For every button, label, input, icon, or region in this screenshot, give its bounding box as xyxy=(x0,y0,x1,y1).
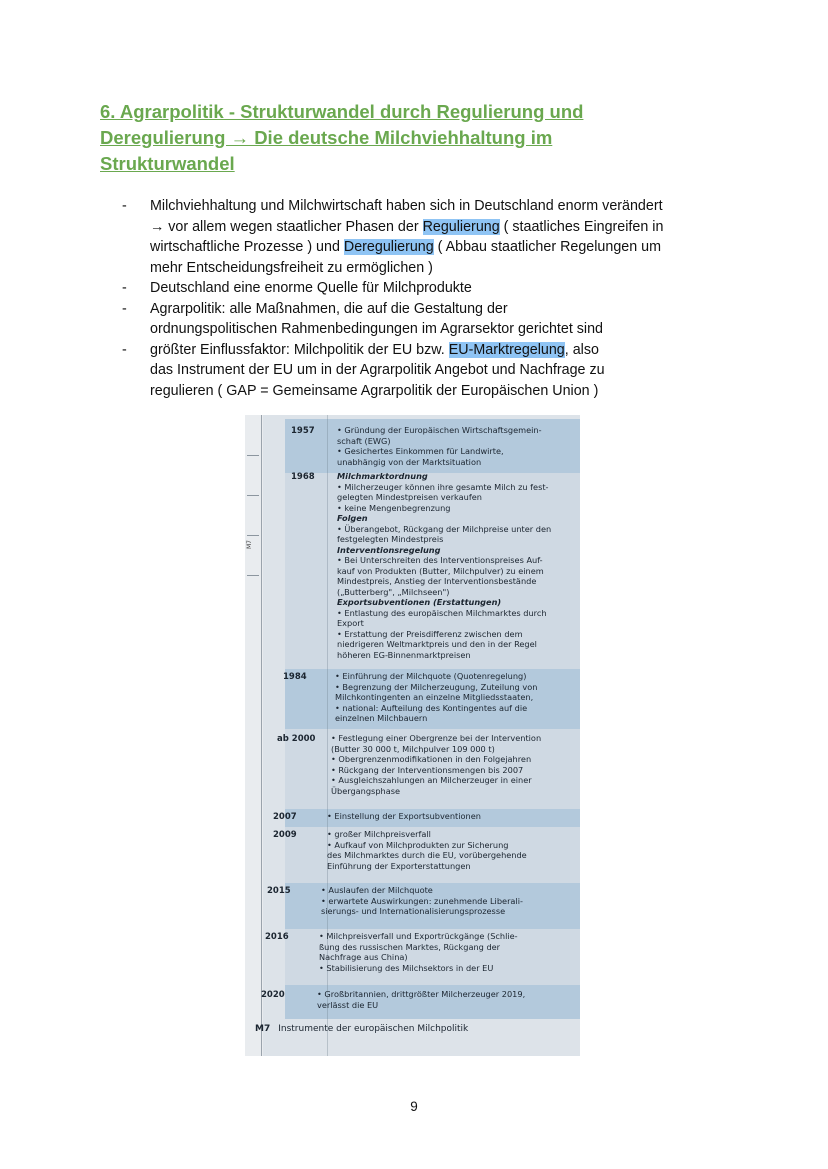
b1-line2-pre: → vor allem wegen staatlicher Phasen der xyxy=(150,218,423,235)
timeline-line: • Überangebot, Rückgang der Milchpreise unter den xyxy=(337,523,552,534)
bullet-item-1 xyxy=(122,196,722,278)
timeline-line: Export xyxy=(337,618,364,628)
edge-tick xyxy=(247,495,259,496)
timeline-line: („Butterberg", „Milchseen") xyxy=(337,586,450,597)
timeline-line: unabhängig von der Marktsituation xyxy=(337,456,482,467)
timeline-line: • großer Milchpreisverfall xyxy=(327,829,431,839)
b4-line2: das Instrument der EU um in der Agrarpolitik Angebot und Nachfrage zu xyxy=(150,362,605,378)
highlight-regulierung: Regulierung xyxy=(422,218,500,235)
timeline-line: • Bei Unterschreiten des Interventionspreises Auf- xyxy=(337,555,543,565)
b3-line1: Agrarpolitik: alle Maßnahmen, die auf die Gestaltung der xyxy=(150,300,508,317)
bullet-item-3 xyxy=(122,299,722,340)
timeline-line: • Obergrenzenmodifikationen in den Folgejahren xyxy=(331,754,532,764)
timeline-entry xyxy=(327,811,481,822)
timeline-line: des Milchmarktes durch die EU, vorübergehende xyxy=(327,850,527,860)
timeline-entry xyxy=(317,989,525,1010)
photo-edge-line xyxy=(261,415,262,1056)
bullet-dash: - xyxy=(122,280,127,296)
b3-line2: ordnungspolitischen Rahmenbedingungen im Agrarsektor gerichtet sind xyxy=(150,321,604,337)
timeline-line: • Rückgang der Interventionsmengen bis 2007 xyxy=(331,764,524,775)
bullet-dash: - xyxy=(122,341,127,358)
bullet-item-4 xyxy=(122,340,722,402)
timeline-year: ab 2000 xyxy=(277,734,316,744)
timeline-year: 1957 xyxy=(291,426,315,436)
section-heading xyxy=(100,99,660,177)
timeline-line: Folgen xyxy=(337,513,368,523)
timeline-line: Interventionsregelung xyxy=(337,544,441,555)
timeline-line: • keine Mengenbegrenzung xyxy=(337,502,451,513)
timeline-entry xyxy=(337,471,551,660)
timeline-year: 2015 xyxy=(267,886,291,896)
timeline-line: • Milchpreisverfall und Exportrückgänge (Schlie- xyxy=(319,931,518,941)
b1-line3-pre: wirtschaftliche Prozesse ) und xyxy=(150,239,344,255)
timeline-line: • Großbritannien, drittgrößter Milcherzeuger 2019, xyxy=(317,989,526,999)
textbook-photo xyxy=(245,415,580,1056)
photo-caption xyxy=(255,1024,468,1034)
timeline-year: 2007 xyxy=(273,812,297,822)
timeline-line: • Auslaufen der Milchquote xyxy=(321,885,433,895)
timeline-entry xyxy=(321,885,523,917)
timeline-line: einzelnen Milchbauern xyxy=(335,713,428,723)
edge-label: M7 xyxy=(246,540,253,549)
timeline-entry xyxy=(335,671,537,724)
timeline-line: Mindestpreis, Anstieg der Interventionsbestände xyxy=(337,576,537,586)
timeline-line: • Stabilisierung des Milchsektors in der EU xyxy=(319,962,494,973)
timeline-line: • Milcherzeuger können ihre gesamte Milch zu fest- xyxy=(337,481,549,492)
timeline-line: • Gründung der Europäischen Wirtschaftsgemein- xyxy=(337,425,542,435)
bullet-dash: - xyxy=(122,198,127,214)
timeline-line: niedrigeren Weltmarktpreis und den in der Regel xyxy=(337,639,537,649)
timeline-line: • national: Aufteilung des Kontingentes auf die xyxy=(335,702,528,713)
timeline-line: schaft (EWG) xyxy=(337,435,391,446)
timeline-line: (Butter 30 000 t, Milchpulver 109 000 t) xyxy=(331,743,495,754)
bullet-dash: - xyxy=(122,300,127,317)
timeline-line: ßung des russischen Marktes, Rückgang der xyxy=(319,941,501,952)
timeline-line: • Entlastung des europäischen Milchmarktes durch xyxy=(337,607,547,618)
b1-line1: Milchviehhaltung und Milchwirtschaft haben sich in Deutschland enorm verändert xyxy=(150,198,663,214)
timeline-entry xyxy=(337,425,542,467)
timeline-year: 2009 xyxy=(273,830,297,840)
edge-tick xyxy=(247,455,259,456)
b1-line4: mehr Entscheidungsfreiheit zu ermöglichen ) xyxy=(150,259,433,276)
highlight-deregulierung: Deregulierung xyxy=(343,239,434,255)
heading-line-2: Deregulierung → Die deutsche Milchviehhaltung im xyxy=(100,127,553,148)
timeline-line: verlässt die EU xyxy=(317,999,379,1010)
timeline-line: • Festlegung einer Obergrenze bei der Intervention xyxy=(331,733,542,743)
b4-line1-post: , also xyxy=(564,341,599,358)
timeline-line: • erwartete Auswirkungen: zunehmende Liberali- xyxy=(321,895,523,906)
timeline-line: Milchkontingenten an einzelne Mitgliedsstaaten, xyxy=(335,692,534,702)
timeline-line: gelegten Mindestpreisen verkaufen xyxy=(337,492,482,502)
b4-line1-pre: größter Einflussfaktor: Milchpolitik der EU bzw. xyxy=(150,341,449,358)
timeline-line: • Einführung der Milchquote (Quotenregelung) xyxy=(335,671,527,681)
timeline-line: Einführung der Exporterstattungen xyxy=(327,860,471,871)
highlight-eu-marktregelung: EU-Marktregelung xyxy=(448,341,565,358)
timeline-line: • Gesichertes Einkommen für Landwirte, xyxy=(337,446,504,456)
timeline-line: • Erstattung der Preisdifferenz zwischen dem xyxy=(337,628,523,639)
page-number: 9 xyxy=(410,1099,418,1114)
timeline-line: • Begrenzung der Milcherzeugung, Zuteilung von xyxy=(335,681,538,692)
timeline-line: kauf von Produkten (Butter, Milchpulver) zu einem xyxy=(337,565,544,576)
timeline-year: 1984 xyxy=(283,672,307,682)
caption-id: M7 xyxy=(255,1024,271,1034)
timeline-year: 2016 xyxy=(265,932,289,942)
timeline-line: Nachfrage aus China) xyxy=(319,952,408,962)
b2-line1: Deutschland eine enorme Quelle für Milchprodukte xyxy=(150,280,472,296)
timeline-line: • Ausgleichszahlungen an Milcherzeuger in einer xyxy=(331,775,532,785)
edge-tick xyxy=(247,535,259,536)
caption-text: Instrumente der europäischen Milchpolitik xyxy=(278,1024,469,1034)
edge-tick xyxy=(247,575,259,576)
timeline-year: 2020 xyxy=(261,990,285,1000)
timeline-line: höheren EG-Binnenmarktpreisen xyxy=(337,649,471,660)
timeline-line: • Einstellung der Exportsubventionen xyxy=(327,811,481,821)
timeline-line: Übergangsphase xyxy=(331,785,401,796)
heading-line-3: Strukturwandel xyxy=(100,153,235,174)
bullet-item-2 xyxy=(122,278,722,299)
timeline-line: festgelegten Mindestpreis xyxy=(337,534,444,544)
timeline-entry xyxy=(319,931,518,973)
timeline-entry xyxy=(327,829,527,871)
timeline-line: Exportsubventionen (Erstattungen) xyxy=(337,597,502,607)
timeline-line: sierungs- und Internationalisierungsprozesse xyxy=(321,906,506,916)
heading-line-1: 6. Agrarpolitik - Strukturwandel durch Regulierung und xyxy=(100,101,584,122)
timeline-entry xyxy=(331,733,541,796)
timeline-line: Milchmarktordnung xyxy=(337,471,428,481)
bullet-list xyxy=(122,196,722,401)
timeline-year: 1968 xyxy=(291,472,315,482)
b1-line3-post: ( Abbau staatlicher Regelungen um xyxy=(433,239,662,255)
b1-line2-post: ( staatliches Eingreifen in xyxy=(499,218,664,235)
timeline-line: • Aufkauf von Milchprodukten zur Sicherung xyxy=(327,839,509,850)
b4-line3: regulieren ( GAP = Gemeinsame Agrarpolitik der Europäischen Union ) xyxy=(150,382,599,399)
